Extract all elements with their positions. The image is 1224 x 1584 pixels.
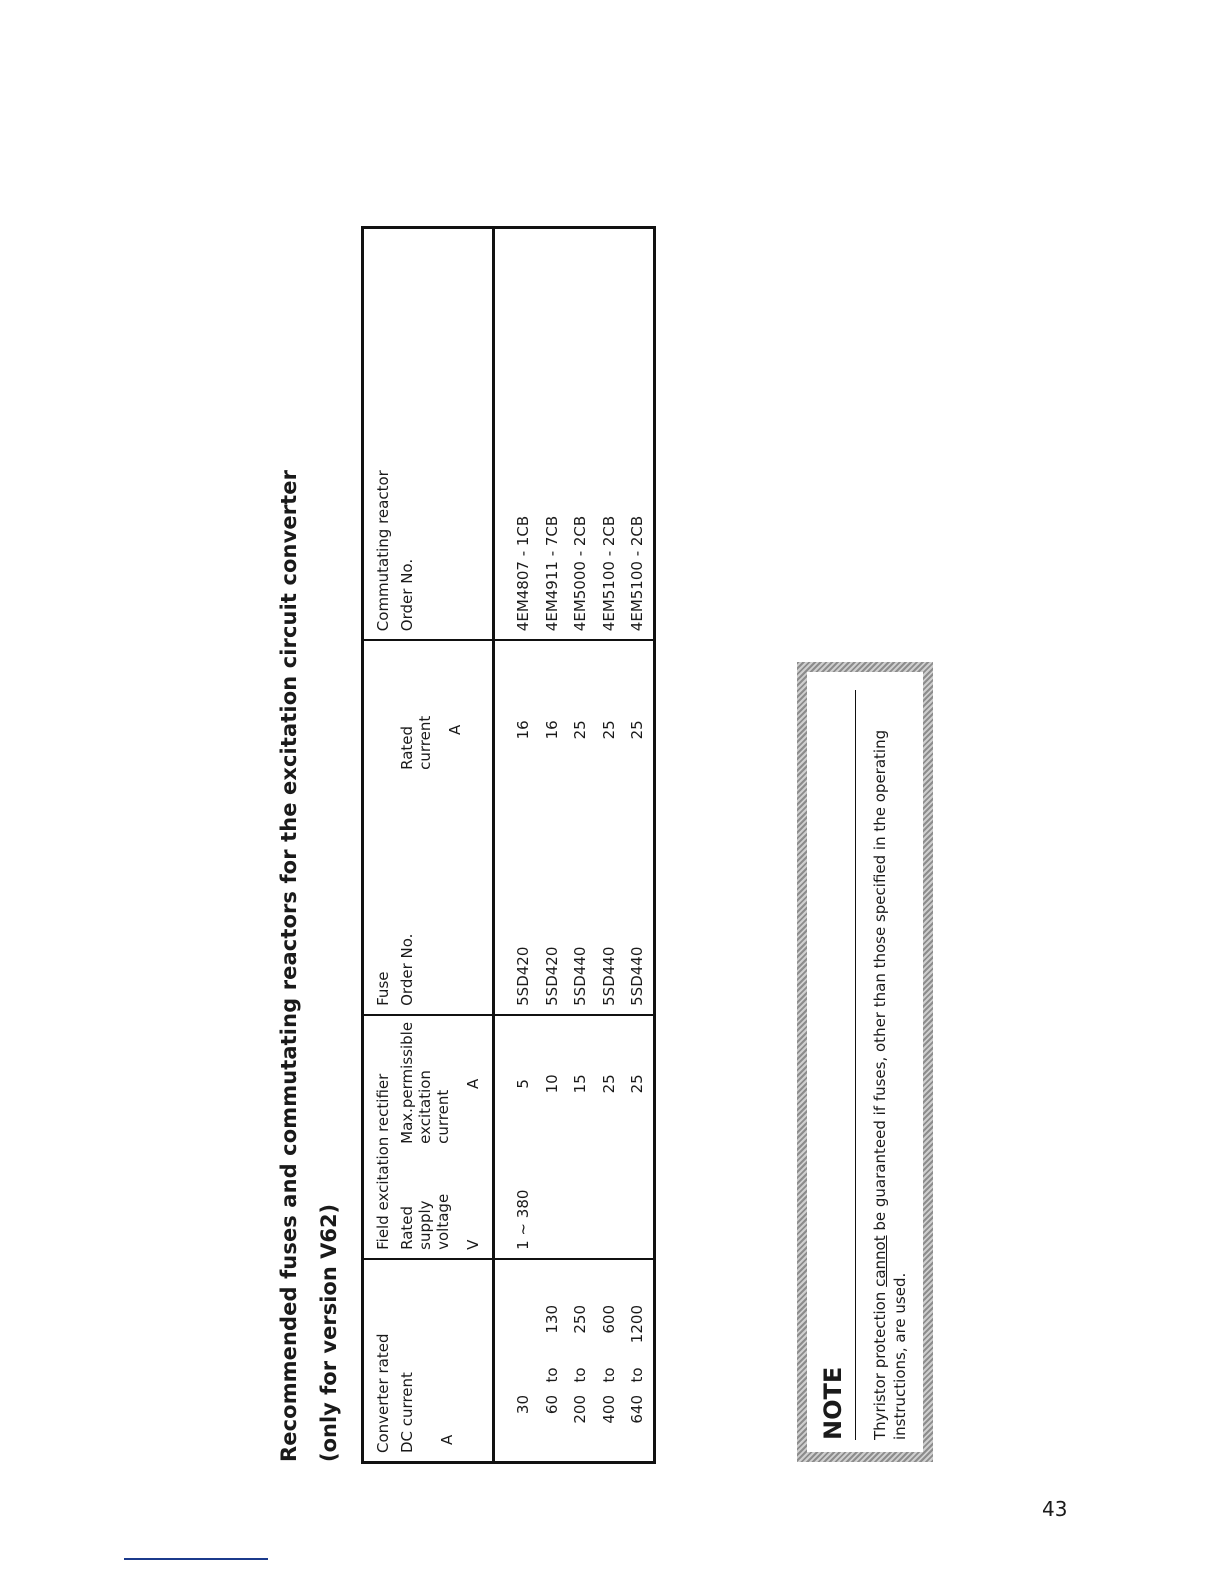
fuse-rated-current: 25 (599, 720, 618, 740)
fuse-rated-current: 16 (542, 720, 561, 740)
reactor-order-no: 4EM4807 - 1CB (514, 515, 532, 632)
converter-to-word (509, 1355, 538, 1395)
fuse-order-no: 5SD440 (628, 946, 646, 1006)
fuse-reactor-table (361, 226, 656, 1464)
converter-from: 60 (542, 1395, 561, 1415)
note-heading: NOTE (819, 690, 856, 1440)
header-fuse: Fuse Order No. Rated current A (363, 640, 494, 1015)
max-excitation-current: 10 (542, 1074, 561, 1094)
converter-row (595, 1260, 624, 1461)
converter-to-word: to (542, 1367, 561, 1383)
max-excitation-current: 5 (514, 1079, 532, 1089)
converter-to-word: to (599, 1367, 618, 1383)
fuse-order-no: 5SD440 (571, 946, 589, 1006)
max-excitation-current: 25 (599, 1074, 618, 1094)
rotated-content (269, 218, 959, 1508)
field-values (494, 1015, 655, 1259)
converter-row (509, 1260, 538, 1461)
converter-row (623, 1260, 652, 1461)
page-title: Recommended fuses and commutating reactors for the excitation circuit converter (277, 469, 301, 1462)
converter-to: 250 (571, 1305, 589, 1334)
footer-rule (124, 1558, 268, 1560)
converter-to-word: to (571, 1367, 589, 1383)
converter-to: 130 (542, 1305, 561, 1334)
fuse-order-no: 5SD420 (542, 946, 561, 1006)
header-converter: Converter rated DC current A (363, 1259, 494, 1463)
converter-values (494, 1259, 655, 1463)
converter-to: 1200 (628, 1305, 646, 1344)
converter-from: 200 (571, 1395, 589, 1424)
note-box (797, 662, 933, 1462)
note-text: Thyristor protection cannot be guaranteed if fuses, other than those specified in the operating instructions, are used. (871, 729, 909, 1440)
converter-from: 640 (628, 1395, 646, 1424)
converter-to: 600 (599, 1305, 618, 1334)
reactor-order-no: 4EM5100 - 2CB (599, 515, 618, 632)
converter-row (538, 1260, 567, 1461)
max-excitation-current: 25 (628, 1074, 646, 1094)
reactor-values (494, 228, 655, 641)
converter-to (509, 1305, 538, 1355)
fuse-rated-current: 25 (571, 720, 589, 740)
reactor-order-no: 4EM5000 - 2CB (571, 515, 589, 632)
fuse-rated-current: 25 (628, 720, 646, 740)
header-reactor: Commutating reactor Order No. (363, 228, 494, 641)
supply-voltage-value: 1 ~ 380 (514, 1189, 532, 1250)
reactor-order-no: 4EM4911 - 7CB (542, 515, 561, 632)
fuse-order-no: 5SD440 (599, 946, 618, 1006)
converter-from: 30 (514, 1395, 532, 1415)
header-field-rectifier: Field excitation rectifier Rated supply voltage Max.permissible excitation current V A (363, 1015, 494, 1259)
fuse-values (494, 640, 655, 1015)
fuse-order-no: 5SD420 (514, 946, 532, 1006)
fuse-rated-current: 16 (514, 720, 532, 740)
converter-from: 400 (599, 1395, 618, 1424)
page-subtitle: (only for version V62) (317, 1203, 341, 1462)
page-number: 43 (1042, 1497, 1068, 1521)
max-excitation-current: 15 (571, 1074, 589, 1094)
reactor-order-no: 4EM5100 - 2CB (628, 515, 646, 632)
converter-row (566, 1260, 595, 1461)
converter-to-word: to (628, 1367, 646, 1383)
